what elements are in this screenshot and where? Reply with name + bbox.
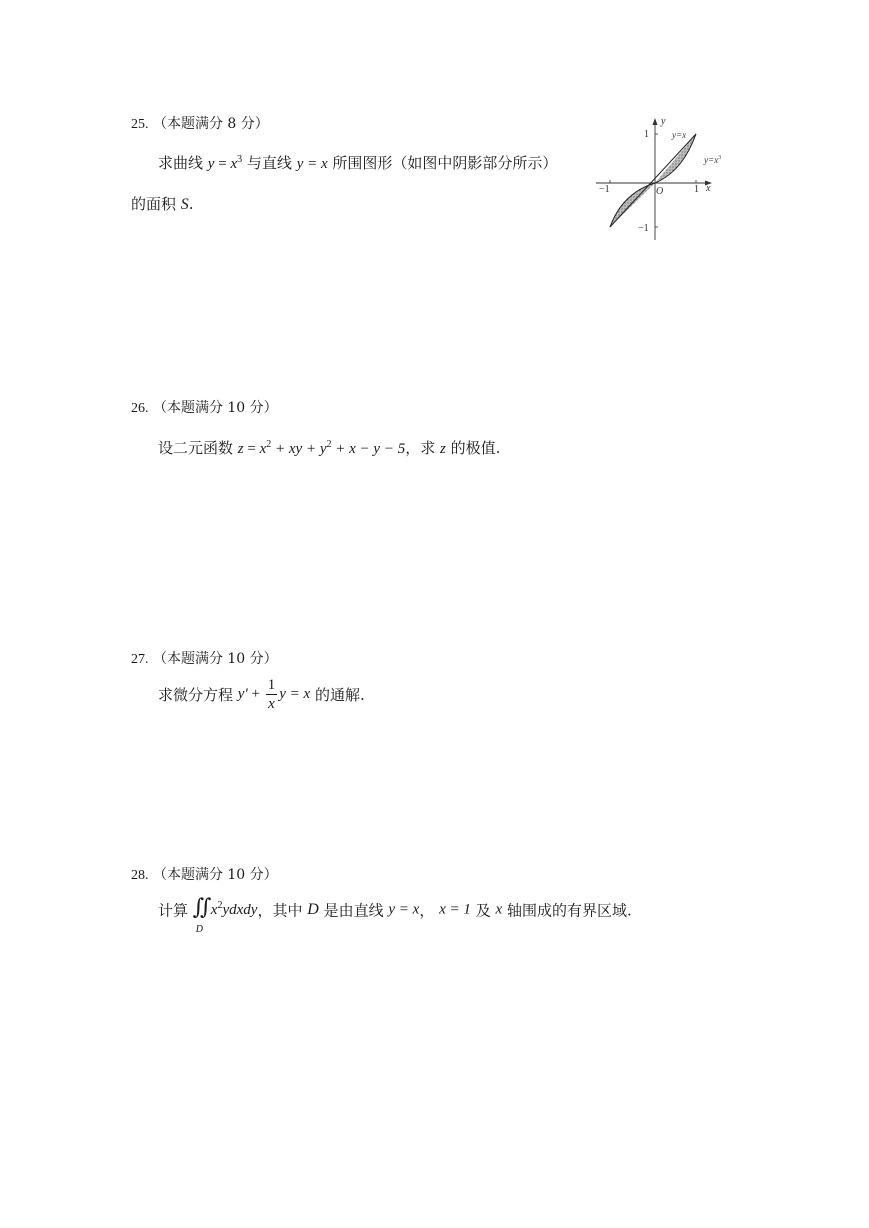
q27-score: （本题满分 10 分） (152, 651, 278, 667)
q25-text-2: 与直线 (246, 154, 292, 172)
q26-text-3: 的极值. (450, 439, 501, 457)
q28-header (131, 864, 278, 884)
q25-header (131, 113, 269, 133)
q27-text-2: 的通解. (314, 686, 365, 704)
q25-eq1-power: 3 (237, 154, 243, 165)
q25-eq2: y = x (296, 156, 328, 172)
y-axis-arrow (653, 118, 658, 125)
q25-score: （本题满分 8 分） (152, 116, 269, 132)
q28-line-1: y = x (388, 901, 420, 918)
q28-text-2: ，其中 (257, 901, 303, 920)
q26-statement (158, 437, 500, 458)
q28-line-2: x = 1 (439, 901, 471, 918)
curve-label: $y=x^3$ (704, 155, 722, 165)
q26-text: 设二元函数 (158, 439, 234, 457)
q28-text-5: 轴围成的有界区域. (506, 901, 632, 920)
q26-z: z (440, 441, 446, 457)
q26-function: $z = x^2$ + xy + $y^2 + x - y - 5$ (237, 439, 406, 457)
q28-text-3: 是由直线 (323, 901, 384, 920)
q25-period: . (188, 195, 194, 213)
q27-number: 27. (131, 652, 149, 667)
origin-label: O (656, 186, 664, 197)
q25-eq1-y: y (207, 156, 215, 172)
q25-area-symbol: S (180, 196, 189, 213)
q28-text: 计算 (158, 901, 189, 920)
tick-label-x-neg1: −1 (599, 184, 610, 195)
q28-region-d: D (307, 901, 319, 918)
q25-statement-line1 (158, 152, 557, 173)
q25-eq1-equals: = (214, 156, 231, 172)
q28-text-4: 及 (475, 901, 491, 920)
q25-text-4: 的面积 (131, 195, 177, 213)
q28-score: （本题满分 10 分） (152, 867, 278, 883)
tick-label-y-1: 1 (644, 129, 649, 140)
q28-integrand: $x^2ydxdy$ (210, 899, 258, 918)
q27-equation-rhs: y = x (279, 686, 311, 702)
q27-statement (158, 676, 365, 713)
tick-label-x-1: 1 (694, 184, 699, 195)
area-figure (588, 112, 738, 247)
double-integral: ∬ D (192, 894, 212, 935)
q25-eq1-x: x (230, 156, 238, 172)
q28-x-var: x (495, 901, 503, 918)
q28-statement (158, 890, 632, 935)
y-axis-label: y (661, 116, 666, 127)
x-axis-label: x (706, 183, 711, 194)
q27-text: 求微分方程 (158, 686, 234, 704)
tick-label-y-neg1: −1 (638, 223, 649, 234)
q27-fraction: $\frac{1}{x}$ (267, 677, 276, 712)
q25-text: 求曲线 (158, 154, 204, 172)
q27-equation: y′ + (237, 686, 264, 702)
q27-header (131, 648, 278, 668)
line-y-equals-x (610, 134, 696, 227)
q26-header (131, 397, 278, 417)
q25-text-3: 所围图形（如图中阴影部分所示） (332, 154, 558, 172)
q28-comma: ， (419, 901, 435, 920)
q25-number: 25. (131, 117, 149, 132)
q26-text-2: ，求 (405, 439, 436, 457)
q26-number: 26. (131, 401, 149, 416)
q25-statement-line2 (131, 193, 194, 214)
line-label: y=x (672, 130, 687, 140)
q26-score: （本题满分 10 分） (152, 400, 278, 416)
q28-number: 28. (131, 868, 149, 883)
